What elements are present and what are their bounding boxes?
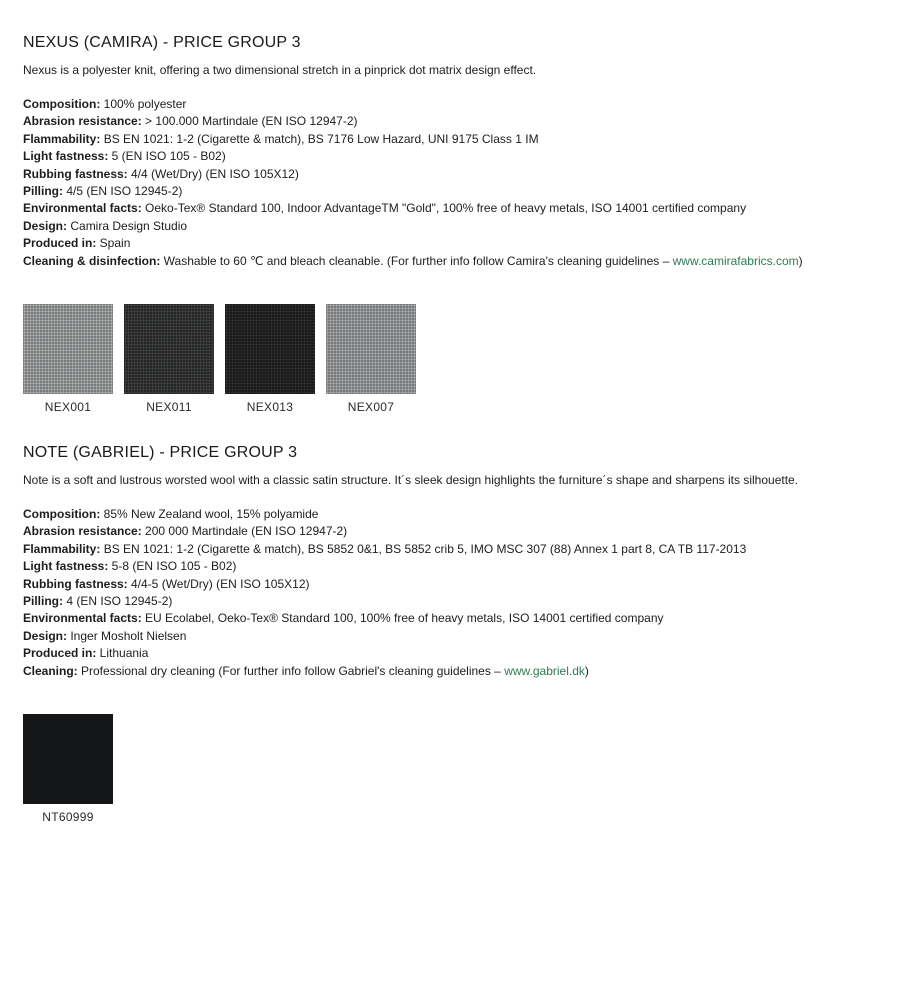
camira-website-link[interactable]: www.camirafabrics.com <box>672 253 799 268</box>
spec-value: EU Ecolabel, Oeko-Tex® Standard 100, 100% free of heavy metals, ISO 14001 certified company <box>141 611 664 626</box>
spec-row-flammability <box>23 541 897 558</box>
fabric-section-nexus <box>23 32 897 414</box>
spec-row-cleaning <box>23 663 897 680</box>
spec-label: Design: <box>23 628 68 643</box>
spec-row-pilling <box>23 183 897 200</box>
fabric-section-note <box>23 442 897 824</box>
spec-label: Flammability: <box>23 131 101 146</box>
section-title: NOTE (GABRIEL) - PRICE GROUP 3 <box>23 444 298 461</box>
section-title: NEXUS (CAMIRA) - PRICE GROUP 3 <box>23 34 301 51</box>
spec-value: 100% polyester <box>100 97 187 111</box>
spec-row-produced-in <box>23 645 897 662</box>
swatch-list <box>23 714 113 824</box>
swatch-image[interactable] <box>124 304 214 394</box>
swatch-nex013[interactable] <box>225 304 315 414</box>
spec-row-cleaning <box>23 253 897 270</box>
swatch-list <box>23 304 416 414</box>
spec-value: Washable to 60 ℃ and bleach cleanable. (For further info follow Camira's cleaning guidelines – <box>160 253 673 268</box>
spec-value: BS EN 1021: 1-2 (Cigarette & match), BS 7176 Low Hazard, UNI 9175 Class 1 IM <box>100 131 539 146</box>
spec-label: Abrasion resistance: <box>23 114 142 129</box>
spec-label: Produced in: <box>23 236 97 251</box>
spec-value: 5 (EN ISO 105 - B02) <box>108 149 226 164</box>
spec-row-abrasion <box>23 523 897 540</box>
spec-row-environmental <box>23 610 897 627</box>
spec-value: Professional dry cleaning (For further info follow Gabriel's cleaning guidelines – <box>77 663 505 678</box>
spec-value: Inger Mosholt Nielsen <box>67 628 187 643</box>
spec-row-produced-in <box>23 235 897 252</box>
spec-label: Light fastness: <box>23 559 109 574</box>
spec-value: 4/4-5 (Wet/Dry) (EN ISO 105X12) <box>127 576 310 591</box>
spec-value: > 100.000 Martindale (EN ISO 12947-2) <box>141 114 358 129</box>
spec-label: Rubbing fastness: <box>23 166 128 181</box>
spec-list <box>23 506 897 680</box>
spec-label: Composition: <box>23 97 101 111</box>
spec-label: Composition: <box>23 507 101 521</box>
spec-label: Abrasion resistance: <box>23 524 142 539</box>
spec-value: 4/4 (Wet/Dry) (EN ISO 105X12) <box>127 166 299 181</box>
spec-list <box>23 96 897 270</box>
spec-row-composition <box>23 506 897 523</box>
spec-label: Flammability: <box>23 541 101 556</box>
spec-value: 5-8 (EN ISO 105 - B02) <box>108 559 237 574</box>
spec-value: 200 000 Martindale (EN ISO 12947-2) <box>141 524 348 539</box>
section-description: Note is a soft and lustrous worsted wool with a classic satin structure. It´s sleek design highlights the furniture´s shape and sharpens its silhouette. <box>23 473 799 487</box>
spec-row-light-fastness <box>23 558 897 575</box>
spec-value: 4/5 (EN ISO 12945-2) <box>63 184 183 199</box>
spec-label: Design: <box>23 218 68 233</box>
spec-value-end: ) <box>584 663 589 678</box>
swatch-nex007[interactable] <box>326 304 416 414</box>
swatch-code: NEX011 <box>146 400 192 414</box>
spec-row-design <box>23 218 897 235</box>
spec-value: BS EN 1021: 1-2 (Cigarette & match), BS 5852 0&1, BS 5852 crib 5, IMO MSC 307 (88) Annex 1 part 8, CA TB 117-2013 <box>100 541 747 556</box>
spec-value: 85% New Zealand wool, 15% polyamide <box>100 507 319 521</box>
spec-row-environmental <box>23 200 897 217</box>
swatch-code: NT60999 <box>42 810 94 824</box>
spec-row-composition <box>23 96 897 113</box>
swatch-code: NEX013 <box>246 400 294 414</box>
spec-row-rubbing-fastness <box>23 576 897 593</box>
spec-row-abrasion <box>23 113 897 130</box>
spec-row-flammability <box>23 131 897 148</box>
spec-label: Cleaning: <box>23 663 78 678</box>
swatch-code: NEX007 <box>347 400 395 414</box>
spec-label: Cleaning & disinfection: <box>23 253 161 268</box>
swatch-nex011[interactable] <box>124 304 214 414</box>
spec-value: Camira Design Studio <box>67 218 188 233</box>
spec-row-light-fastness <box>23 148 897 165</box>
spec-value: Spain <box>96 236 131 251</box>
section-description: Nexus is a polyester knit, offering a two dimensional stretch in a pinprick dot matrix design effect. <box>23 63 537 77</box>
spec-row-pilling <box>23 593 897 610</box>
swatch-image[interactable] <box>326 304 416 394</box>
swatch-image[interactable] <box>23 304 113 394</box>
spec-value-end: ) <box>798 253 803 268</box>
swatch-code: NEX001 <box>44 400 92 414</box>
spec-row-design <box>23 628 897 645</box>
spec-label: Environmental facts: <box>23 201 142 216</box>
spec-row-rubbing-fastness <box>23 166 897 183</box>
spec-label: Produced in: <box>23 646 97 661</box>
spec-value: Oeko-Tex® Standard 100, Indoor AdvantageTM "Gold", 100% free of heavy metals, ISO 14001 certified company <box>141 201 747 216</box>
spec-label: Rubbing fastness: <box>23 576 128 591</box>
spec-label: Pilling: <box>23 594 63 609</box>
spec-label: Pilling: <box>23 184 63 199</box>
swatch-image[interactable] <box>225 304 315 394</box>
spec-label: Light fastness: <box>23 149 109 164</box>
spec-value: Lithuania <box>96 646 149 661</box>
spec-label: Environmental facts: <box>23 611 142 626</box>
swatch-image[interactable] <box>23 714 113 804</box>
swatch-nex001[interactable] <box>23 304 113 414</box>
swatch-nt60999[interactable] <box>23 714 113 824</box>
gabriel-website-link[interactable]: www.gabriel.dk <box>504 663 585 678</box>
spec-value: 4 (EN ISO 12945-2) <box>63 594 173 609</box>
